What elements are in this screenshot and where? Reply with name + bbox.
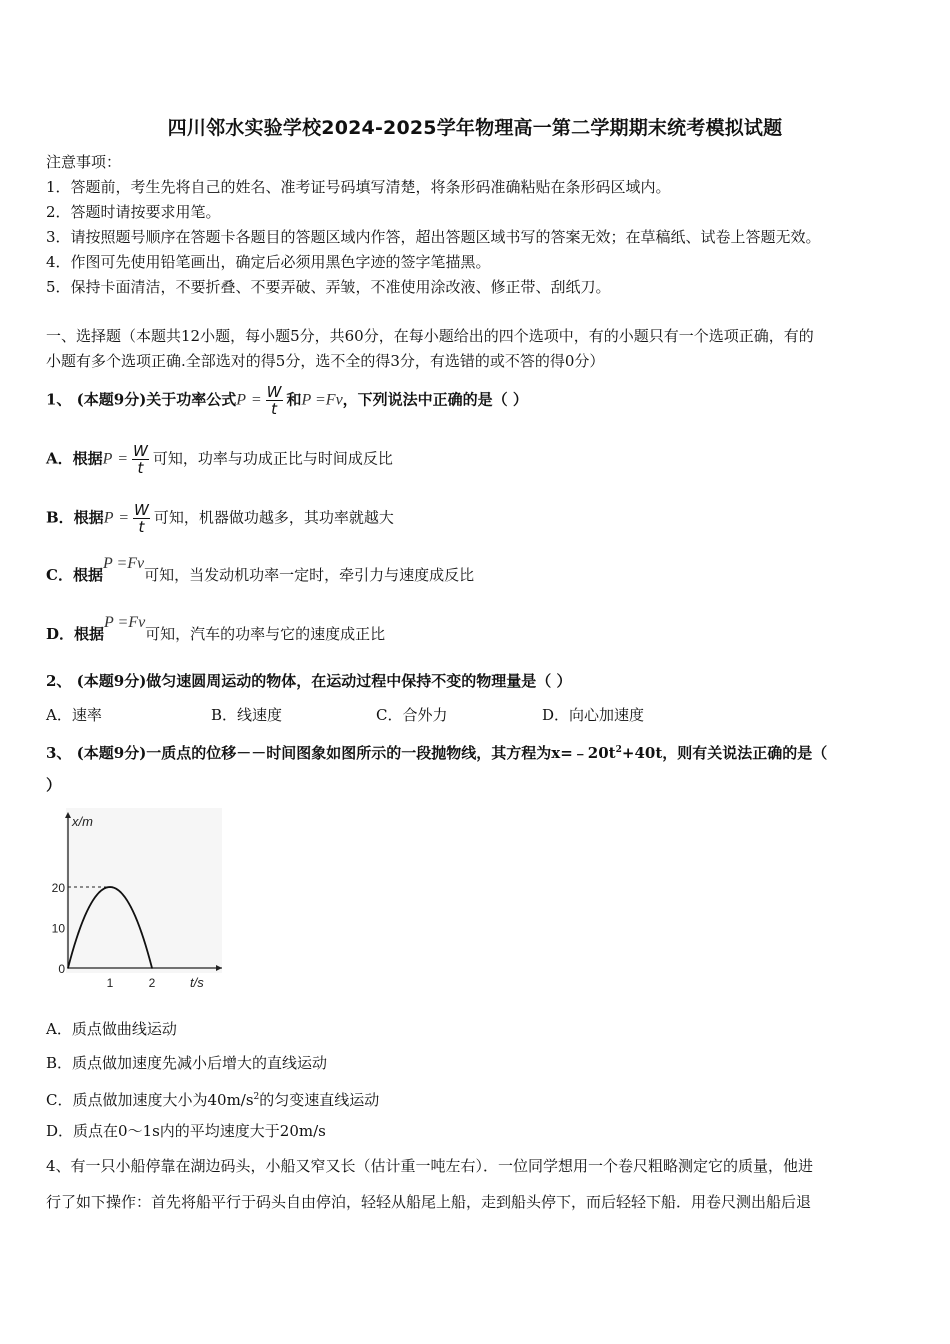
- x-tick-label: 1: [106, 976, 114, 990]
- plot-background: [66, 808, 222, 973]
- exponent: 2: [615, 745, 622, 755]
- data-point: [78, 932, 80, 934]
- formula-p: P: [102, 450, 113, 468]
- question-1: [46, 384, 528, 417]
- formula-eq: =: [250, 391, 262, 409]
- page-title: 四川邻水实验学校2024-2025学年物理高一第二学期期末统考模拟试题: [167, 117, 783, 139]
- formula-eq: =: [118, 509, 130, 527]
- option-text: 可知，功率与功成正比与时间成反比: [152, 449, 393, 468]
- note-item: 5．保持卡面清洁，不要折叠、不要弄破、弄皱，不准使用涂改液、修正带、刮纸刀。: [46, 278, 611, 296]
- and-word: 和: [286, 390, 302, 409]
- data-point: [109, 886, 111, 888]
- question-2-options: [46, 704, 706, 726]
- question-2-option-d: D．向心加速度: [542, 706, 645, 724]
- exponent: 2: [253, 1092, 260, 1102]
- data-point: [120, 891, 122, 893]
- data-point: [141, 932, 143, 934]
- option-label: B．根据: [46, 508, 104, 527]
- question-1-prefix: 1、 (本题9分)关于功率公式: [46, 390, 237, 409]
- notes-heading: 注意事项：: [46, 153, 122, 171]
- data-point: [88, 906, 90, 908]
- question-3: [46, 739, 827, 764]
- formula-fraction: [133, 502, 150, 535]
- section-heading-cont: 小题有多个选项正确.全部选对的得5分，选不全的得3分，有选错的或不答的得0分）: [46, 352, 605, 370]
- formula-fv: P =Fv: [102, 555, 145, 572]
- data-point: [130, 906, 132, 908]
- question-1-option-a: [46, 443, 393, 476]
- question-3-close: ）: [46, 776, 62, 794]
- data-point: [67, 967, 69, 969]
- question-4-cont: 行了如下操作：首先将船平行于码头自由停泊，轻轻从船尾上船，走到船头停下，而后轻轻下船．用卷尺测出船后退: [46, 1193, 812, 1211]
- option-text: C．质点做加速度大小为40m/s: [46, 1091, 254, 1109]
- section-heading: 一、选择题（本题共12小题，每小题5分，共60分，在每小题给出的四个选项中，有的小题只有一个选项正确，有的: [46, 327, 814, 345]
- fraction-numerator: W: [266, 383, 282, 401]
- question-2-option-a: A．速率: [46, 706, 102, 724]
- formula-fv: P =Fv: [301, 391, 343, 409]
- fraction-denominator: t: [138, 518, 145, 536]
- option-label: A．根据: [46, 449, 103, 468]
- option-text: 可知，机器做功越多，其功率就越大: [153, 508, 394, 527]
- formula-p: P: [236, 391, 247, 409]
- question-4: 4、有一只小船停靠在湖边码头，小船又窄又长（估计重一吨左右）．一位同学想用一个卷尺粗略测定它的质量，他进: [46, 1157, 814, 1175]
- question-2-option-c: C．合外力: [376, 706, 448, 724]
- fraction-numerator: W: [134, 501, 149, 519]
- data-point: [99, 891, 101, 893]
- note-item: 4．作图可先使用铅笔画出，确定后必须用黑色字迹的签字笔描黑。: [46, 253, 491, 271]
- y-tick-label: 20: [51, 881, 65, 895]
- question-3-option-a: A．质点做曲线运动: [46, 1020, 177, 1038]
- formula-eq: =: [117, 450, 128, 468]
- fraction-denominator: t: [137, 459, 144, 477]
- fraction-denominator: t: [271, 400, 278, 418]
- option-text: 可知，当发动机功率一定时，牵引力与速度成反比: [144, 566, 475, 584]
- option-text: 可知，汽车的功率与它的速度成正比: [145, 625, 386, 643]
- formula-fv: P =Fv: [104, 614, 146, 631]
- fraction-numerator: W: [133, 442, 148, 460]
- y-tick-label: 10: [51, 921, 65, 936]
- question-3-text: 3、 (本题9分)一质点的位移－－时间图象如图所示的一段抛物线，其方程为x=﹣20t: [46, 744, 616, 762]
- option-label: C．根据: [46, 566, 103, 584]
- question-3-option-d: D．质点在0～1s内的平均速度大于20m/s: [46, 1122, 326, 1140]
- note-item: 2．答题时请按要求用笔。: [46, 203, 221, 221]
- question-2-option-b: B．线速度: [211, 706, 283, 724]
- formula-fraction: [266, 384, 283, 417]
- y-axis-label: x/m: [72, 814, 93, 829]
- formula-p: P: [103, 509, 114, 527]
- note-item: 1．答题前，考生先将自己的姓名、准考证号码填写清楚，将条形码准确粘贴在条形码区域内。: [46, 178, 671, 196]
- question-3-text-cont: +40t，则有关说法正确的是（: [621, 744, 828, 762]
- x-axis-label: t/s: [190, 975, 204, 990]
- question-3-option-c: [46, 1086, 379, 1111]
- question-1-suffix: ，下列说法中正确的是（ ）: [342, 390, 528, 409]
- question-3-option-b: B．质点做加速度先减小后增大的直线运动: [46, 1054, 328, 1072]
- question-1-option-d: [46, 614, 386, 646]
- question-1-option-c: [46, 555, 475, 587]
- data-point: [151, 967, 153, 969]
- x-tick-label: 2: [148, 976, 156, 990]
- position-time-graph: [40, 808, 230, 994]
- question-2: 2、 (本题9分)做匀速圆周运动的物体，在运动过程中保持不变的物理量是（ ）: [46, 672, 572, 690]
- question-1-option-b: [46, 502, 394, 535]
- option-text-tail: 的匀变速直线运动: [259, 1091, 380, 1109]
- formula-fraction: [132, 443, 149, 476]
- note-item: 3．请按照题号顺序在答题卡各题目的答题区域内作答，超出答题区域书写的答案无效；在草稿纸、试卷上答题无效。: [46, 228, 821, 246]
- option-label: D．根据: [46, 625, 105, 643]
- y-tick-label: 0: [58, 962, 65, 976]
